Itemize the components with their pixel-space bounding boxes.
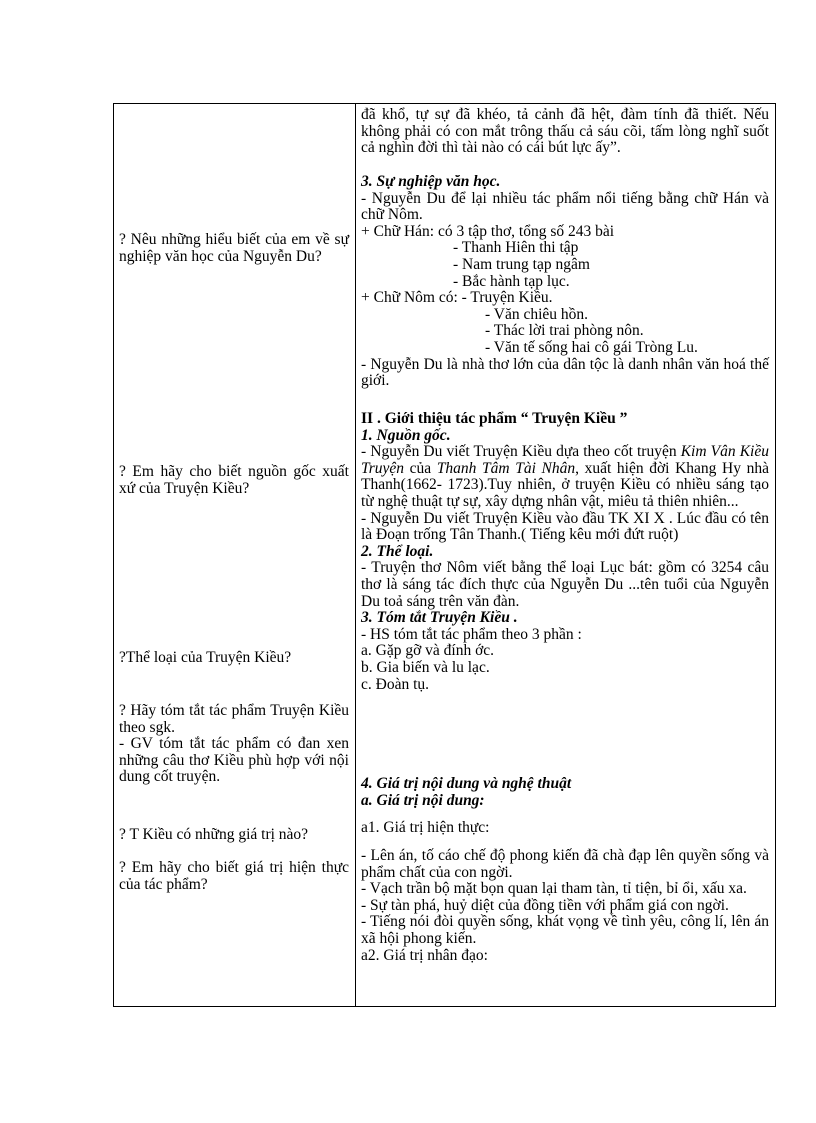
realism-point: - Lên án, tố cáo chế độ phong kiến đã chà đạp lên quyền sống và phẩm chất của con ngời.: [361, 847, 769, 881]
summary-intro: - HS tóm tắt tác phẩm theo 3 phần :: [361, 625, 582, 643]
genre-heading: 2. Thể loại.: [361, 542, 434, 560]
values-section: [361, 776, 769, 809]
question-summary: ? Hãy tóm tắt tác phẩm Truyện Kiều theo sgk.: [119, 702, 349, 736]
han-work-item: - Thanh Hiên thi tập: [453, 239, 579, 257]
part-ii-heading: II . Giới thiệu tác phẩm “ Truyện Kiều ”: [361, 410, 628, 427]
genre-paragraph: - Truyện thơ Nôm viết bằng thể loại Lục bát: gồm có 3254 câu thơ là sáng tác đích thực của Nguyễn Du ...tên tuổi của Nguyễn Du toả sáng trên văn đàn.: [361, 559, 769, 610]
nom-work-item: - Thác lời trai phòng nôn.: [485, 322, 644, 340]
summary-part: c. Đoàn tụ.: [361, 675, 430, 693]
origin-text: - Nguyễn Du viết Truyện Kiều dựa theo cốt truyện: [361, 443, 681, 461]
realism-label: a1. Giá trị hiện thực:: [361, 819, 490, 836]
lesson-row: [114, 104, 776, 1007]
origin-text: , xuất hiện đời Khang Hy nhà Thanh(1662- 1723).Tuy nhiên, ở truyện Kiều có nhiều sáng tạo từ nghệ thuật tự sự, xây dựng nhân vật, miêu tả thiên nhiên...: [361, 459, 769, 510]
realism-point: - Vạch trần bộ mặt bọn quan lại tham tàn, tỉ tiện, bỉ ổi, xấu xa.: [361, 880, 747, 898]
han-works-label: + Chữ Hán: có 3 tập thơ, tổng số 243 bài: [361, 222, 615, 240]
summary-heading: 3. Tóm tắt Truyện Kiều .: [361, 609, 518, 627]
question-genre: ?Thể loại của Truyện Kiều?: [119, 649, 292, 666]
source-author-name: Thanh Tâm Tài Nhân: [436, 459, 576, 477]
han-work-item: - Nam trung tạp ngâm: [453, 255, 590, 273]
humanism-label: a2. Giá trị nhân đạo:: [361, 946, 488, 964]
origin-text: của: [404, 459, 437, 477]
question-column-content: [114, 104, 355, 1006]
nom-work-item: - Văn tế sống hai cô gái Tròng Lu.: [485, 338, 698, 356]
work-intro-section: [361, 411, 769, 693]
realism-section: [361, 820, 769, 837]
han-work-item: - Bắc hành tạp lục.: [453, 272, 570, 290]
content-value-heading: a. Giá trị nội dung:: [361, 791, 485, 809]
question-career: ? Nêu những hiểu biết của em về sự nghiệp văn học của Nguyễn Du?: [119, 231, 349, 265]
source-work-title: Kim Vân Kiều Truyện: [361, 443, 769, 477]
summary-part: a. Gặp gỡ và đính ớc.: [361, 642, 495, 660]
origin-heading: 1. Nguồn gốc.: [361, 426, 451, 444]
teacher-note: - GV tóm tắt tác phẩm có đan xen những câu thơ Kiều phù hợp với nội dung cốt truyện.: [119, 735, 349, 786]
question-values: ? T Kiều có những giá trị nào?: [119, 826, 309, 843]
quote-continuation: đã khổ, tự sự đã khéo, tả cảnh đã hệt, đàm tính đã thiết. Nếu không phải có con mắt trông thấu cả sáu cõi, tấm lòng nghĩ suốt cả nghìn đời thì tài nào có cái bút lực ấy”.: [361, 106, 769, 157]
lesson-table: [113, 103, 776, 1007]
career-section: [361, 174, 769, 390]
question-column: [114, 104, 356, 1007]
career-conclusion: - Nguyễn Du là nhà thơ lớn của dân tộc là danh nhân văn hoá thế giới.: [361, 355, 769, 390]
section-heading-career: 3. Sự nghiệp văn học.: [361, 173, 501, 190]
values-heading: 4. Giá trị nội dung và nghệ thuật: [361, 775, 572, 792]
content-column: [356, 104, 776, 1007]
origin-date-paragraph: - Nguyễn Du viết Truyện Kiều vào đầu TK XI X . Lúc đầu có tên là Đoạn trống Tân Thanh.( Tiếng kêu mới đứt ruột): [361, 509, 769, 544]
question-origin: ? Em hãy cho biết nguồn gốc xuất xứ của Truyện Kiều?: [119, 463, 349, 497]
realism-point: - Sự tàn phá, huỷ diệt của đồng tiền với phẩm giá con ngời.: [361, 896, 729, 914]
nom-works-label: + Chữ Nôm có: - Truyện Kiều.: [361, 289, 553, 307]
nom-work-item: - Văn chiêu hồn.: [485, 305, 589, 323]
realism-points: [361, 848, 769, 964]
realism-point: - Tiếng nói đòi quyền sống, khát vọng về tình yêu, công lí, lên án xã hội phong kiến.: [361, 913, 769, 947]
origin-paragraph: [361, 444, 769, 510]
career-intro: - Nguyễn Du để lại nhiều tác phẩm nổi tiếng bằng chữ Hán và chữ Nôm.: [361, 189, 769, 224]
summary-part: b. Gia biến và lu lạc.: [361, 658, 490, 676]
content-column-content: [356, 104, 775, 1006]
question-realism: ? Em hãy cho biết giá trị hiện thực của tác phẩm?: [119, 859, 349, 893]
